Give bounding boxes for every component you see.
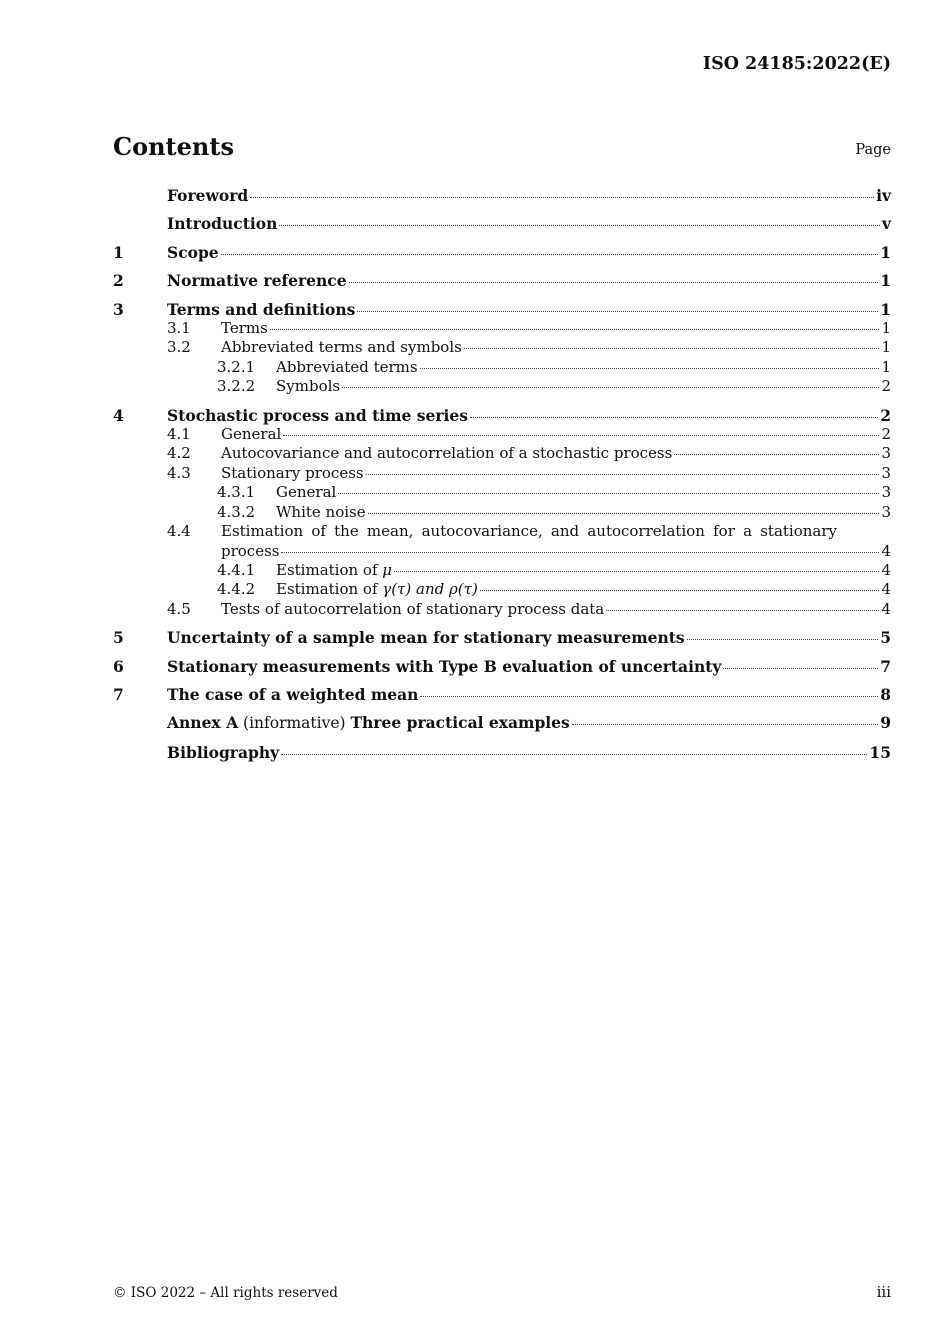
footer-page-number: iii [876,1283,891,1301]
toc-entry-number: 3.1 [167,319,191,338]
toc-entry-title-text: Uncertainty of a sample mean for stationary measurements [167,628,685,648]
toc-entry-number: 4.4.1 [217,560,256,579]
toc-entry-title [167,406,468,425]
toc-entry-title-continued: process [221,541,280,560]
toc-entry-number: 3 [113,299,124,319]
toc-entry[interactable] [113,503,891,522]
toc-entry-title [276,358,418,377]
toc-entry-title-text: Scope [167,242,219,262]
toc-entry[interactable] [113,444,891,463]
toc-entry[interactable] [113,358,891,377]
toc-entry-page: 2 [881,425,891,444]
toc-entry-number: 3.2.1 [217,357,256,376]
toc-dot-leader [342,386,879,388]
toc-entry-page: iv [876,186,891,205]
toc-entry[interactable] [113,425,891,444]
toc-entry-title-text: Stationary measurements with Type B evaluation of uncertainty [167,656,722,676]
toc-entry-title-text: Estimation of [276,580,383,599]
toc-entry-title-text: The case of a weighted mean [167,684,419,704]
toc-dot-leader [480,589,880,591]
toc-entry-number: 5 [113,628,124,648]
toc-entry[interactable] [113,657,891,676]
toc-dot-leader [674,453,879,455]
toc-entry-page: 7 [880,656,891,676]
toc-entry-number: 7 [113,684,124,704]
toc-entry-title [221,444,672,463]
toc-entry-title [167,657,721,676]
toc-entry-number: 4.4 [167,522,191,541]
toc-entry[interactable] [113,186,891,205]
toc-entry[interactable] [113,685,891,704]
toc-entry[interactable] [113,628,891,647]
toc-entry-title-text: Tests of autocorrelation of stationary process data [221,599,605,618]
toc-entry[interactable] [113,522,891,561]
toc-dot-leader [368,512,880,514]
toc-entry-number: 4.5 [167,599,191,618]
toc-entry-title-text: Normative reference [167,271,347,291]
toc-entry-title [276,503,366,522]
toc-entry-title-text: Terms [221,319,268,338]
toc-entry[interactable] [113,214,891,233]
page-title: Contents [113,132,234,161]
toc-entry-title [221,319,268,338]
toc-dot-leader [394,570,879,572]
toc-entry-number: 4.4.2 [217,580,256,599]
toc-entry-title-text: Estimation of [276,560,383,579]
toc-entry-page: 3 [881,444,891,463]
toc-entry-title [221,425,281,444]
toc-dot-leader [687,638,879,640]
toc-entry-number: 3.2.2 [217,377,256,396]
toc-dot-leader [464,347,880,349]
toc-entry-title-text: Terms and definitions [167,299,356,319]
toc-entry-page: 3 [881,463,891,482]
toc-entry-page: 15 [869,742,891,762]
toc-entry-title [167,214,277,233]
toc-entry-page: 4 [881,541,891,560]
toc-entry-title-text: General [221,425,282,444]
toc-entry-title [167,743,279,762]
footer-copyright: © ISO 2022 – All rights reserved [113,1285,338,1301]
toc-dot-leader [281,753,867,755]
toc-entry-title [221,338,462,357]
toc-entry-page: 1 [881,338,891,357]
toc-dot-leader [366,473,880,475]
toc-entry-page: 4 [881,560,891,579]
toc-entry[interactable] [113,338,891,357]
toc-dot-leader [283,434,879,436]
toc-entry-title-text: Introduction [167,214,278,234]
toc-entry-title [167,685,418,704]
toc-entry-title-text: Bibliography [167,742,280,762]
toc-entry-page: 1 [880,299,891,319]
toc-entry-number: 2 [113,271,124,291]
table-of-contents [113,182,891,762]
toc-entry-page: v [881,214,891,234]
toc-dot-leader [338,492,879,494]
toc-entry-title [221,464,364,483]
toc-entry[interactable] [113,713,891,733]
toc-entry-page: 1 [880,271,891,291]
toc-entry[interactable] [113,271,891,290]
toc-entry-math-symbol: γ(τ) and ρ(τ) [382,580,478,599]
toc-dot-leader [420,367,880,369]
toc-entry-page: 5 [880,628,891,648]
toc-entry-page: 3 [881,483,891,502]
toc-entry-page: 8 [880,684,891,704]
toc-entry[interactable] [113,561,891,580]
toc-entry-number: 4.3.1 [217,483,256,502]
toc-entry-title [167,271,347,290]
toc-dot-leader [572,723,878,725]
toc-entry-page: 3 [881,502,891,521]
toc-entry[interactable] [113,377,891,396]
toc-entry-number: 1 [113,242,124,262]
toc-entry[interactable] [113,406,891,425]
toc-entry-page: 1 [881,319,891,338]
toc-entry-title [276,377,340,396]
toc-entry-title-text: Symbols [276,377,341,396]
toc-entry-title-text: Stochastic process and time series [167,405,469,425]
toc-entry-title [167,186,248,205]
toc-entry-title-text: Stationary process [221,463,364,482]
toc-entry-title [167,628,685,647]
toc-dot-leader [723,667,878,669]
toc-dot-leader [270,328,880,330]
toc-entry-page: 2 [881,377,891,396]
toc-entry[interactable] [113,600,891,619]
toc-entry-title-text: White noise [276,502,366,521]
toc-entry-title-text: Autocovariance and autocorrelation of a stochastic process [221,444,673,463]
toc-entry-title: Estimation of the mean, autocovariance, and autocorrelation for a stationary [221,522,837,541]
toc-entry-annex-type: (informative) [238,714,351,733]
toc-entry-number: 4.3 [167,463,191,482]
toc-dot-leader [221,253,879,255]
toc-entry-number: 6 [113,656,124,676]
toc-entry-annex-title: Three practical examples [350,713,570,733]
toc-entry-math-symbol: μ [382,560,393,579]
toc-entry-title [276,561,392,580]
toc-entry-title-text: Foreword [167,186,249,205]
toc-dot-leader [279,224,880,226]
toc-entry-title-text: General [276,483,337,502]
standard-reference: ISO 24185:2022(E) [702,54,891,74]
toc-entry-title [167,713,570,733]
toc-entry-title [276,580,478,599]
toc-entry[interactable] [113,580,891,599]
toc-entry[interactable] [113,300,891,319]
toc-entry-page: 9 [880,713,891,733]
toc-dot-leader [250,196,874,198]
toc-entry-number: 3.2 [167,338,191,357]
toc-entry[interactable] [113,743,891,762]
toc-dot-leader [420,695,878,697]
toc-entry-title-text: Abbreviated terms and symbols [221,338,462,357]
toc-entry-title [167,300,355,319]
toc-entry[interactable] [113,319,891,338]
page-column-label: Page [855,142,891,158]
toc-entry[interactable] [113,483,891,502]
toc-entry-page: 4 [881,599,891,618]
toc-dot-leader [349,281,879,283]
toc-entry-title [167,243,219,262]
toc-entry-page: 2 [880,405,891,425]
toc-entry-page: 1 [881,357,891,376]
toc-dot-leader [606,609,879,611]
toc-entry-number: 4.1 [167,425,191,444]
toc-entry-title-text: Annex A [167,713,239,733]
toc-entry[interactable] [113,243,891,262]
toc-entry-page: 1 [880,242,891,262]
toc-entry-title-text: Abbreviated terms [276,357,418,376]
toc-dot-leader [470,416,878,418]
toc-entry-number: 4 [113,405,124,425]
toc-entry-title [276,483,336,502]
toc-entry-page: 4 [881,580,891,599]
toc-entry-number: 4.3.2 [217,502,256,521]
toc-entry[interactable] [113,464,891,483]
toc-entry-title [221,600,604,619]
toc-entry-number: 4.2 [167,444,191,463]
toc-dot-leader [281,551,879,553]
toc-dot-leader [357,310,878,312]
